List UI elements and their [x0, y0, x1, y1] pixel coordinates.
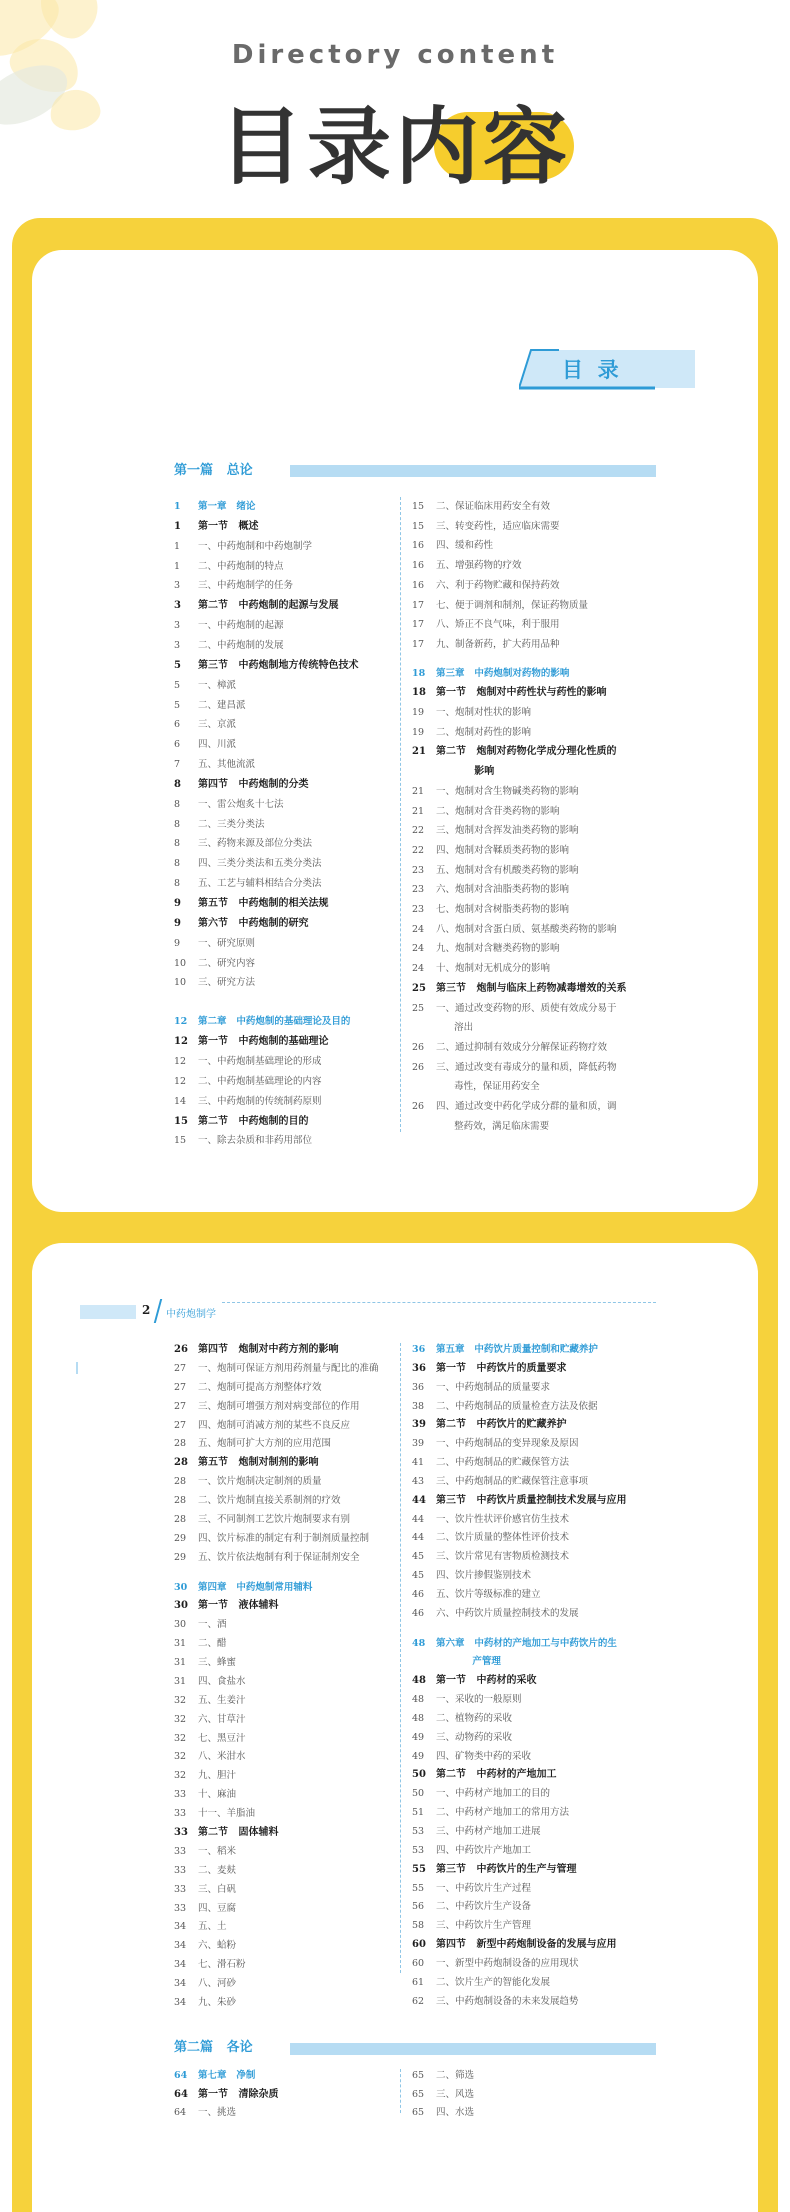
toc-entry-title: 二、炮制对含苷类药物的影响 — [436, 805, 560, 817]
toc-page-number: 27 — [174, 1400, 187, 1412]
toc-entry-title: 九、制备新药，扩大药用品种 — [436, 638, 560, 650]
toc-page-number: 24 — [412, 943, 425, 955]
toc-page-number: 50 — [412, 1769, 426, 1781]
toc-entry-title: 第一节 炮制对中药性状与药性的影响 — [436, 687, 607, 699]
toc-page-number: 10 — [174, 957, 187, 969]
toc-entry-title: 八、矫正不良气味，利于服用 — [436, 619, 560, 631]
toc-entry-title: 五、炮制对含有机酸类药物的影响 — [436, 864, 579, 876]
toc-entry-title: 四、炮制可消减方剂的某些不良反应 — [198, 1419, 351, 1431]
toc-entry-title: 三、中药炮制学的任务 — [198, 580, 294, 592]
toc-entry-title: 一、采收的一般原则 — [436, 1694, 522, 1706]
toc-entry-title: 第六章 中药材的产地加工与中药饮片的生 — [436, 1637, 617, 1649]
toc-page-number: 36 — [412, 1381, 425, 1393]
toc-entry-title: 一、炮制对含生物碱类药物的影响 — [436, 785, 579, 797]
toc-entry-title: 六、甘草汁 — [198, 1713, 246, 1725]
toc-page-number: 25 — [412, 982, 426, 994]
toc-page-number: 60 — [412, 1957, 425, 1969]
toc-page-number: 46 — [412, 1588, 425, 1600]
toc-page-number: 53 — [412, 1826, 425, 1837]
toc-entry-title: 二、植物药的采收 — [436, 1712, 513, 1724]
toc-entry-title: 五、饮片依法炮制有利于保证制剂安全 — [198, 1551, 360, 1563]
toc-page-number: 9 — [174, 898, 181, 909]
toc-page-number: 17 — [412, 638, 425, 650]
toc-page-number: 8 — [174, 798, 181, 810]
toc-page-1 — [32, 250, 758, 1212]
toc-entry-title: 第五章 中药饮片质量控制和贮藏养护 — [436, 1344, 598, 1355]
toc-entry-title: 整药效，满足临床需要 — [436, 1120, 550, 1132]
toc-entry-title: 二、中药材产地加工的常用方法 — [436, 1807, 570, 1819]
toc-entry-title: 一、饮片炮制决定制剂的质量 — [198, 1476, 322, 1488]
toc-entry-title: 二、醋 — [198, 1638, 227, 1650]
toc-entry-title: 五、土 — [198, 1921, 227, 1933]
toc-entry-title: 四、饮片标准的制定有利于制剂质量控制 — [198, 1532, 370, 1544]
toc-entry-title: 产管理 — [436, 1656, 501, 1668]
toc-page-number: 14 — [174, 1095, 187, 1107]
toc-entry-title: 第三节 中药饮片质量控制技术发展与应用 — [436, 1494, 627, 1506]
toc-page-number: 55 — [412, 1863, 426, 1875]
toc-page-number: 1 — [174, 501, 181, 512]
toc-page-number: 10 — [174, 977, 187, 989]
toc-entry-title: 一、炮制对性状的影响 — [436, 707, 532, 718]
toc-page-number: 1 — [174, 540, 181, 552]
toc-page-number: 56 — [412, 1901, 425, 1913]
toc-entry-title: 第二节 固体辅料 — [198, 1827, 279, 1838]
toc-entry-title: 三、中药炮制的传统制药原则 — [198, 1095, 322, 1107]
toc-page-number: 33 — [174, 1864, 187, 1876]
toc-page-number: 48 — [412, 1637, 426, 1649]
toc-page-number: 30 — [174, 1581, 188, 1593]
toc-page-number: 28 — [174, 1513, 187, 1525]
toc-page-number: 26 — [412, 1041, 425, 1053]
toc-entry-title: 三、白矾 — [198, 1883, 237, 1895]
toc-page-number: 16 — [412, 579, 425, 591]
toc-entry-title: 一、稻米 — [198, 1845, 237, 1857]
toc-entry-title: 第四节 新型中药炮制设备的发展与应用 — [436, 1939, 617, 1951]
toc-entry-title: 八、河砂 — [198, 1978, 237, 1990]
toc-entry-title: 二、麦麸 — [198, 1864, 237, 1876]
toc-page-number: 16 — [412, 540, 425, 552]
column-divider — [400, 1343, 401, 1973]
toc-page-number: 60 — [412, 1939, 426, 1951]
toc-page-number: 23 — [412, 904, 425, 915]
toc-entry-title: 二、保证临床用药安全有效 — [436, 501, 551, 512]
running-header-line — [222, 1302, 656, 1303]
toc-page-number: 5 — [174, 699, 181, 711]
toc-page-number: 21 — [412, 805, 425, 817]
toc-page-number: 41 — [412, 1457, 425, 1469]
toc-entry-title: 一、中药炮制品的变异现象及原因 — [436, 1438, 579, 1450]
toc-page-number: 33 — [174, 1789, 187, 1801]
part2-heading: 第二篇 各论 — [174, 2040, 253, 2055]
toc-page-number: 62 — [412, 1995, 425, 2007]
toc-entry-title: 四、矿物类中药的采收 — [436, 1750, 532, 1762]
toc-entry-title: 四、中药饮片产地加工 — [436, 1844, 532, 1856]
toc-entry-title: 四、川派 — [198, 739, 237, 751]
toc-entry-title: 七、便于调剂和制剂，保证药物质量 — [436, 599, 589, 611]
toc-entry-title: 第三节 中药炮制地方传统特色技术 — [198, 659, 359, 671]
toc-entry-title: 四、饮片掺假鉴别技术 — [436, 1570, 532, 1582]
toc-entry-title: 溶出 — [436, 1022, 474, 1034]
toc-entry-title: 六、利于药物贮藏和保持药效 — [436, 579, 560, 591]
header-title: 目录内容 — [218, 98, 571, 196]
toc-entry-title: 一、除去杂质和非药用部位 — [198, 1135, 313, 1147]
toc-page-number: 39 — [412, 1419, 426, 1431]
toc-entry-title: 五、工艺与辅料相结合分类法 — [198, 878, 322, 890]
toc-page-number: 31 — [174, 1675, 187, 1687]
toc-page-number: 31 — [174, 1638, 187, 1650]
toc-page-number: 33 — [174, 1827, 188, 1838]
toc-entry-title: 二、中药饮片生产设备 — [436, 1901, 532, 1913]
toc-page-number: 33 — [174, 1902, 187, 1914]
toc-entry-title: 第七章 净制 — [198, 2070, 256, 2081]
toc-page-number: 15 — [174, 1135, 187, 1147]
toc-entry-title: 二、筛选 — [436, 2070, 475, 2081]
toc-page-number: 44 — [412, 1513, 425, 1525]
toc-entry-title: 一、中药炮制的起源 — [198, 620, 284, 632]
toc-entry-title: 三、通过改变有毒成分的量和质，降低药物 — [436, 1061, 617, 1073]
toc-page-number: 39 — [412, 1438, 425, 1450]
toc-entry-title: 三、转变药性，适应临床需要 — [436, 520, 560, 532]
part-heading-bar — [290, 465, 656, 477]
toc-entry-title: 二、中药炮制基础理论的内容 — [198, 1075, 322, 1087]
toc-page-number: 28 — [174, 1438, 187, 1450]
toc-page-number: 3 — [174, 639, 181, 651]
toc-page-number: 8 — [174, 878, 181, 890]
toc-page-number: 32 — [174, 1694, 187, 1706]
toc-entry-title: 五、饮片等级标准的建立 — [436, 1588, 541, 1600]
toc-entry-title: 一、中药材产地加工的目的 — [436, 1788, 551, 1800]
toc-entry-title: 二、中药炮制品的质量检查方法及依据 — [436, 1400, 598, 1412]
toc-entry-title: 八、炮制对含蛋白质、氨基酸类药物的影响 — [436, 923, 617, 935]
toc-page-number: 22 — [412, 844, 425, 856]
book-title: 中药炮制学 — [166, 1309, 216, 1320]
toc-page-number: 49 — [412, 1731, 425, 1743]
page-number: 2 — [142, 1303, 151, 1317]
toc-entry-title: 第三节 中药饮片的生产与管理 — [436, 1863, 577, 1875]
toc-entry-title: 一、挑选 — [198, 2107, 237, 2118]
toc-page-number: 65 — [412, 2070, 425, 2081]
toc-entry-title: 第二节 中药炮制的起源与发展 — [198, 600, 339, 612]
toc-entry-title: 四、缓和药性 — [436, 540, 494, 552]
toc-entry-title: 二、中药炮制品的贮藏保管方法 — [436, 1457, 570, 1469]
toc-entry-title: 四、炮制对含鞣质类药物的影响 — [436, 844, 570, 856]
toc-page-number: 15 — [174, 1115, 188, 1127]
toc-page-number: 23 — [412, 884, 425, 896]
toc-entry-title: 五、增强药物的疗效 — [436, 560, 522, 572]
toc-entry-title: 一、饮片性状评价感官仿生技术 — [436, 1513, 570, 1525]
toc-entry-title: 十一、羊脂油 — [198, 1808, 256, 1820]
toc-entry-title: 三、中药炮制品的贮藏保管注意事项 — [436, 1475, 589, 1487]
toc-page-number: 36 — [412, 1362, 426, 1374]
toc-entry-title: 第五节 中药炮制的相关法规 — [198, 898, 329, 909]
toc-entry-title: 三、中药炮制设备的未来发展趋势 — [436, 1995, 579, 2007]
toc-entry-title: 四、三类分类法和五类分类法 — [198, 858, 322, 870]
toc-page-number: 27 — [174, 1381, 187, 1393]
toc-page-number: 38 — [412, 1400, 425, 1412]
toc-page-number: 27 — [174, 1362, 187, 1374]
toc-entry-title: 二、炮制对药性的影响 — [436, 726, 532, 738]
toc-page-number: 30 — [174, 1619, 187, 1631]
toc-page-number: 32 — [174, 1713, 187, 1725]
toc-entry-title: 九、炮制对含糖类药物的影响 — [436, 943, 560, 955]
toc-page-number: 19 — [412, 726, 425, 738]
toc-entry-title: 七、黑豆汁 — [198, 1732, 246, 1744]
toc-page-2 — [32, 1243, 758, 2212]
toc-entry-title: 二、三类分类法 — [198, 818, 265, 830]
toc-page-number: 15 — [412, 501, 425, 512]
toc-entry-title: 五、其他流派 — [198, 759, 256, 771]
toc-page-number: 18 — [412, 667, 426, 679]
running-header-bar — [80, 1305, 136, 1319]
toc-entry-title: 第四节 炮制对中药方剂的影响 — [198, 1344, 339, 1355]
toc-page-number: 15 — [412, 520, 425, 532]
toc-page-number: 6 — [174, 739, 181, 751]
toc-entry-title: 七、滑石粉 — [198, 1959, 246, 1971]
toc-entry-title: 九、朱砂 — [198, 1996, 237, 2008]
part2-heading-bar — [290, 2043, 656, 2055]
toc-page-number: 12 — [174, 1016, 188, 1028]
toc-entry-title: 五、炮制可扩大方剂的应用范围 — [198, 1438, 332, 1450]
toc-page-number: 3 — [174, 620, 181, 632]
toc-page-number: 50 — [412, 1788, 425, 1800]
toc-entry-title: 五、生姜汁 — [198, 1694, 246, 1706]
toc-entry-title: 三、炮制可增强方剂对病变部位的作用 — [198, 1400, 360, 1412]
toc-entry-title: 第三节 炮制与临床上药物减毒增效的关系 — [436, 982, 627, 994]
toc-page-number: 36 — [412, 1344, 426, 1355]
toc-page-number: 45 — [412, 1551, 425, 1563]
toc-entry-title: 三、药物来源及部位分类法 — [198, 838, 313, 850]
toc-page-number: 5 — [174, 659, 181, 671]
toc-entry-title: 六、蛤粉 — [198, 1940, 237, 1952]
toc-entry-title: 第二节 炮制对药物化学成分理化性质的 — [436, 746, 617, 758]
toc-entry-title: 一、中药炮制和中药炮制学 — [198, 540, 313, 552]
toc-entry-title: 四、水选 — [436, 2107, 475, 2118]
toc-page-number: 64 — [174, 2107, 187, 2118]
toc-entry-title: 第一节 概述 — [198, 520, 259, 532]
column-divider — [400, 497, 401, 1132]
toc-page-number: 27 — [174, 1419, 187, 1431]
toc-entry-title: 二、饮片炮制直接关系制剂的疗效 — [198, 1495, 341, 1507]
header-subtitle: Directory content — [231, 40, 559, 70]
toc-entry-title: 毒性，保证用药安全 — [436, 1081, 540, 1093]
toc-page-number: 26 — [412, 1101, 425, 1112]
toc-entry-title: 四、豆腐 — [198, 1902, 237, 1914]
toc-page-number: 32 — [174, 1732, 187, 1744]
toc-page-number: 34 — [174, 1940, 187, 1952]
toc-entry-title: 第二节 中药饮片的贮藏养护 — [436, 1419, 567, 1431]
toc-entry-title: 第二章 中药炮制的基础理论及目的 — [198, 1016, 351, 1028]
toc-page-number: 26 — [174, 1344, 188, 1355]
toc-entry-title: 三、动物药的采收 — [436, 1731, 513, 1743]
toc-page-number: 5 — [174, 679, 181, 691]
edge-mark — [76, 1362, 78, 1374]
toc-page-number: 28 — [174, 1457, 188, 1469]
toc-page-number: 12 — [174, 1055, 187, 1067]
toc-title: 目 录 — [562, 357, 619, 382]
toc-page-number: 32 — [174, 1770, 187, 1782]
toc-entry-title: 第四节 中药炮制的分类 — [198, 778, 309, 790]
toc-page-number: 16 — [412, 560, 425, 572]
toc-entry-title: 二、中药炮制的特点 — [198, 560, 284, 572]
toc-entry-title: 三、京派 — [198, 719, 237, 731]
toc-entry-title: 第一节 中药炮制的基础理论 — [198, 1036, 329, 1048]
toc-page-number: 61 — [412, 1976, 425, 1988]
toc-entry-title: 一、通过改变药物的形、质使有效成分易于 — [436, 1002, 617, 1014]
toc-page-number: 9 — [174, 937, 181, 949]
toc-page-number: 34 — [174, 1978, 187, 1990]
toc-entry-title: 一、新型中药炮制设备的应用现状 — [436, 1957, 579, 1969]
toc-page-number: 6 — [174, 719, 181, 731]
part-heading: 第一篇 总论 — [174, 463, 253, 478]
toc-page-number: 32 — [174, 1751, 187, 1763]
toc-entry-title: 一、中药饮片生产过程 — [436, 1882, 532, 1894]
toc-entry-title: 八、米泔水 — [198, 1751, 246, 1763]
toc-page-number: 12 — [174, 1036, 188, 1048]
toc-entry-title: 三、不同制剂工艺饮片炮制要求有别 — [198, 1513, 351, 1525]
toc-entry-title: 三、饮片常见有害物质检测技术 — [436, 1551, 570, 1563]
toc-entry-title: 第一节 中药饮片的质量要求 — [436, 1362, 567, 1374]
toc-page-number: 51 — [412, 1807, 425, 1819]
toc-page-number: 8 — [174, 838, 181, 850]
toc-page-number: 21 — [412, 785, 425, 797]
toc-entry-title: 第六节 中药炮制的研究 — [198, 917, 309, 929]
toc-page-number: 25 — [412, 1002, 425, 1014]
toc-page-number: 53 — [412, 1844, 425, 1856]
toc-entry-title: 十、炮制对无机成分的影响 — [436, 963, 551, 975]
toc-entry-title: 七、炮制对含树脂类药物的影响 — [436, 904, 570, 915]
toc-page-number: 28 — [174, 1495, 187, 1507]
toc-page-number: 17 — [412, 599, 425, 611]
toc-page-number: 31 — [174, 1657, 187, 1669]
toc-entry-title: 三、研究方法 — [198, 977, 256, 989]
toc-page-number: 48 — [412, 1712, 425, 1724]
toc-page-number: 17 — [412, 619, 425, 631]
toc-entry-title: 六、中药饮片质量控制技术的发展 — [436, 1607, 579, 1619]
toc-page-number: 33 — [174, 1808, 187, 1820]
toc-entry-title: 四、通过改变中药化学成分群的量和质，调 — [436, 1101, 617, 1112]
toc-page-number: 65 — [412, 2107, 425, 2118]
toc-entry-title: 影响 — [436, 766, 495, 778]
toc-entry-title: 六、炮制对含油脂类药物的影响 — [436, 884, 570, 896]
running-header-divider — [154, 1299, 162, 1323]
toc-entry-title: 一、雷公炮炙十七法 — [198, 798, 284, 810]
toc-entry-title: 一、酒 — [198, 1619, 227, 1631]
toc-page-number: 48 — [412, 1675, 426, 1687]
toc-entry-title: 二、饮片生产的智能化发展 — [436, 1976, 551, 1988]
page-header — [0, 0, 790, 205]
toc-page-number: 34 — [174, 1996, 187, 2008]
toc-page-number: 33 — [174, 1883, 187, 1895]
toc-page-number: 43 — [412, 1475, 425, 1487]
toc-page-number: 34 — [174, 1959, 187, 1971]
toc-entry-title: 十、麻油 — [198, 1789, 237, 1801]
toc-page-number: 1 — [174, 560, 181, 572]
toc-entry-title: 第三章 中药炮制对药物的影响 — [436, 667, 570, 679]
toc-entry-title: 二、炮制可提高方剂整体疗效 — [198, 1381, 322, 1393]
toc-entry-title: 四、食盐水 — [198, 1675, 246, 1687]
toc-entry-title: 三、蜂蜜 — [198, 1657, 237, 1669]
toc-page-number: 21 — [412, 746, 426, 758]
toc-page-number: 28 — [174, 1476, 187, 1488]
toc-page-number: 12 — [174, 1075, 187, 1087]
toc-page-number: 8 — [174, 818, 181, 830]
toc-page-number: 24 — [412, 963, 425, 975]
toc-entry-title: 三、风选 — [436, 2088, 475, 2100]
toc-page-number: 44 — [412, 1532, 425, 1544]
toc-page-number: 24 — [412, 923, 425, 935]
toc-page-number: 30 — [174, 1600, 188, 1612]
toc-entry-title: 三、中药饮片生产管理 — [436, 1920, 532, 1932]
toc-page-number: 64 — [174, 2088, 188, 2100]
toc-page-number: 48 — [412, 1694, 425, 1706]
toc-page-number: 7 — [174, 759, 181, 771]
toc-entry-title: 二、中药炮制的发展 — [198, 639, 284, 651]
toc-page-number: 46 — [412, 1607, 425, 1619]
toc-page-number: 22 — [412, 825, 425, 837]
toc-entry-title: 第二节 中药材的产地加工 — [436, 1769, 557, 1781]
toc-entry-title: 第二节 中药炮制的目的 — [198, 1115, 309, 1127]
toc-page-number: 18 — [412, 687, 426, 699]
toc-entry-title: 第一章 绪论 — [198, 501, 256, 512]
toc-page-number: 8 — [174, 858, 181, 870]
toc-entry-title: 三、炮制对含挥发油类药物的影响 — [436, 825, 579, 837]
toc-page-number: 3 — [174, 600, 181, 612]
toc-entry-title: 一、研究原则 — [198, 937, 256, 949]
toc-entry-title: 一、中药炮制基础理论的形成 — [198, 1055, 322, 1067]
toc-page-number: 58 — [412, 1920, 425, 1932]
toc-entry-title: 二、饮片质量的整体性评价技术 — [436, 1532, 570, 1544]
toc-page-number: 44 — [412, 1494, 426, 1506]
toc-entry-title: 一、中药炮制品的质量要求 — [436, 1381, 551, 1393]
toc-entry-title: 九、胆汁 — [198, 1770, 237, 1782]
toc-entry-title: 一、樟派 — [198, 679, 237, 691]
toc-page-number: 23 — [412, 864, 425, 876]
toc-entry-title: 二、通过抑制有效成分分解保证药物疗效 — [436, 1041, 608, 1053]
toc-entry-title: 一、炮制可保证方剂用药剂量与配比的准确 — [198, 1362, 379, 1374]
column-divider-part2 — [400, 2069, 401, 2113]
toc-page-number: 19 — [412, 707, 425, 718]
toc-entry-title: 第五节 炮制对制剂的影响 — [198, 1457, 319, 1469]
toc-page-number: 34 — [174, 1921, 187, 1933]
toc-entry-title: 第四章 中药炮制常用辅料 — [198, 1581, 313, 1593]
toc-entry-title: 第一节 中药材的采收 — [436, 1675, 537, 1687]
toc-entry-title: 二、研究内容 — [198, 957, 256, 969]
toc-page-number: 65 — [412, 2088, 425, 2100]
toc-page-number: 9 — [174, 917, 181, 929]
toc-entry-title: 二、建昌派 — [198, 699, 246, 711]
toc-page-number: 55 — [412, 1882, 425, 1894]
toc-page-number: 29 — [174, 1551, 187, 1563]
toc-page-number: 3 — [174, 580, 181, 592]
toc-page-number: 8 — [174, 778, 181, 790]
toc-page-number: 33 — [174, 1845, 187, 1857]
toc-page-number: 64 — [174, 2070, 188, 2081]
toc-entry-title: 第一节 液体辅料 — [198, 1600, 279, 1612]
toc-entry-title: 三、中药材产地加工进展 — [436, 1826, 541, 1837]
toc-page-number: 49 — [412, 1750, 425, 1762]
toc-page-number: 1 — [174, 520, 181, 532]
toc-page-number: 26 — [412, 1061, 425, 1073]
toc-page-number: 29 — [174, 1532, 187, 1544]
toc-page-number: 45 — [412, 1570, 425, 1582]
toc-entry-title: 第一节 清除杂质 — [198, 2088, 279, 2100]
